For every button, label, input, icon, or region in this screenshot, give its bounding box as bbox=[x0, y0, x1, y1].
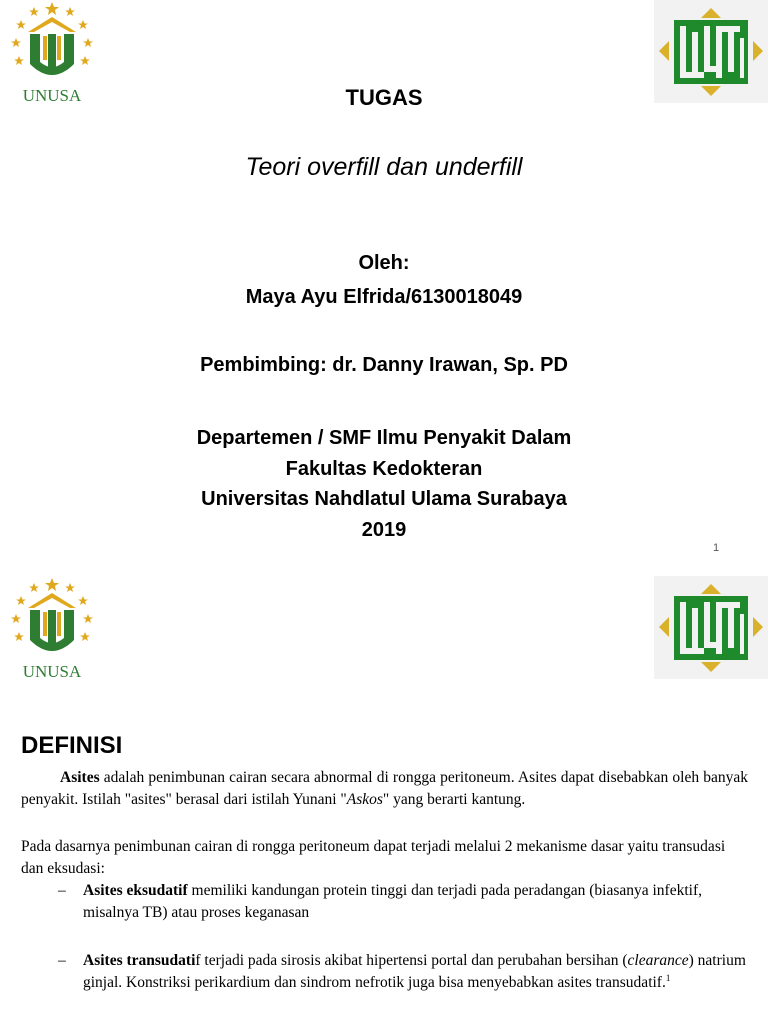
unusa-logo-text: UNUSA bbox=[22, 662, 82, 681]
definition-text-b: " yang berarti kantung. bbox=[382, 791, 526, 808]
supervisor-name: Pembimbing: dr. Danny Irawan, Sp. PD bbox=[200, 354, 568, 376]
section-heading: DEFINISI bbox=[21, 732, 123, 759]
list-item bbox=[58, 950, 748, 994]
definition-paragraph bbox=[21, 767, 748, 811]
bullet-italic-term: clearance bbox=[627, 952, 689, 969]
unusa-logo-icon bbox=[6, 576, 98, 681]
term-asites: Asites bbox=[60, 769, 100, 786]
bullet-dash: – bbox=[58, 952, 66, 969]
unusa-logo-text: UNUSA bbox=[22, 86, 82, 105]
author-label: Oleh: bbox=[358, 252, 410, 274]
year-line: 2019 bbox=[361, 518, 407, 541]
definition-text-a: adalah penimbunan cairan secara abnormal di rongga peritoneum. Asites dapat disebabkan oleh banyak penyakit. Istilah "asites" berasal dari istilah Yunani " bbox=[21, 769, 748, 808]
definition-slide bbox=[0, 570, 768, 1024]
department-line: Departemen / SMF Ilmu Penyakit Dalam bbox=[196, 427, 572, 449]
bullet-term: Asites eksudatif bbox=[83, 882, 188, 899]
greek-term: Askos bbox=[346, 791, 383, 808]
author-name: Maya Ayu Elfrida/6130018049 bbox=[245, 286, 523, 308]
university-line: Universitas Nahdlatul Ulama Surabaya bbox=[201, 488, 567, 510]
bullet-text-a: f terjadi pada sirosis akibat hipertensi portal dan perubahan bersihan ( bbox=[195, 952, 628, 969]
faculty-line: Fakultas Kedokteran bbox=[285, 457, 483, 480]
bullet-text: memiliki kandungan protein tinggi dan terjadi pada peradangan (biasanya infektif, misalnya TB) atau proses keganasan bbox=[83, 882, 702, 921]
document-subtitle: Teori overfill dan underfill bbox=[245, 153, 523, 181]
bullet-dash: – bbox=[58, 882, 66, 899]
list-item bbox=[58, 880, 748, 924]
page-number: 1 bbox=[713, 542, 720, 554]
institution-block bbox=[0, 423, 768, 545]
document-title: TUGAS bbox=[345, 85, 423, 110]
mechanism-paragraph: Pada dasarnya penimbunan cairan di rongga peritoneum dapat terjadi melalui 2 mekanisme dasar yaitu transudasi dan eksudasi: bbox=[21, 838, 726, 877]
reference-superscript: 1 bbox=[665, 972, 671, 983]
bullet-text-b: ) natrium ginjal. Konstriksi perikardium dan sindrom nefrotik juga bisa menyebabkan asites transudatif. bbox=[83, 952, 746, 991]
bullet-term: Asites transudati bbox=[83, 952, 196, 969]
calligraphy-logo-icon bbox=[654, 576, 768, 679]
